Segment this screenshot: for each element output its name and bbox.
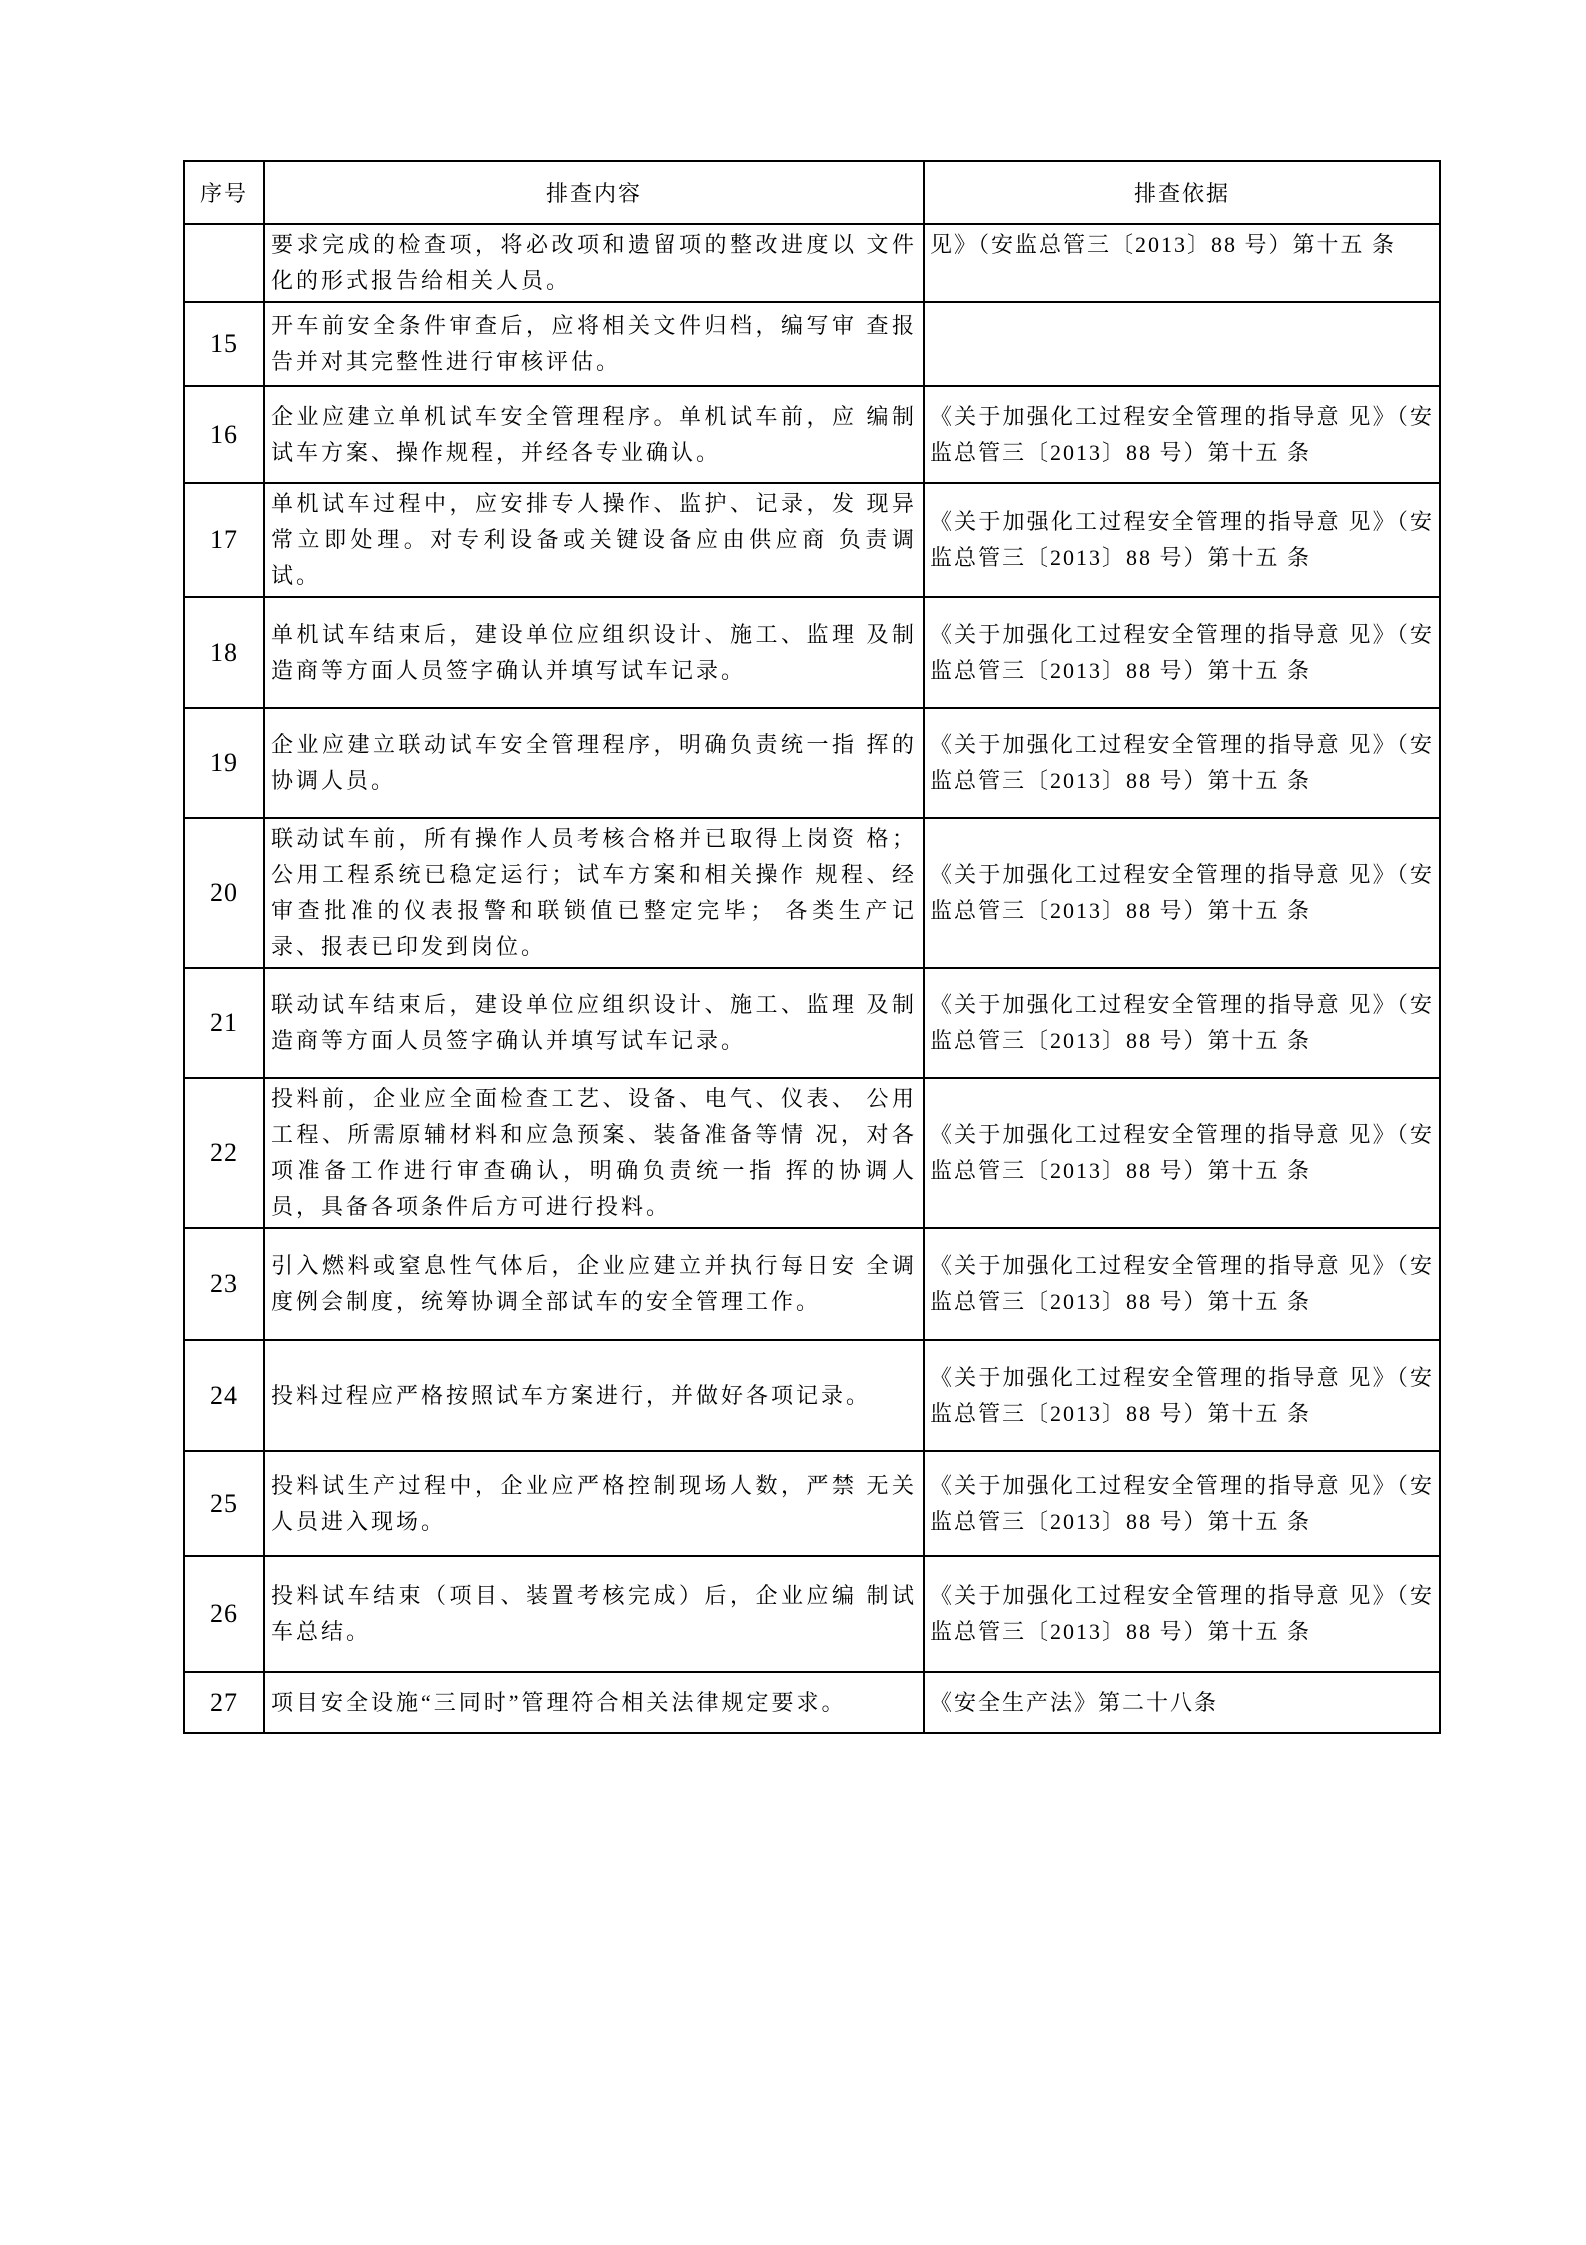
content-cell: 开车前安全条件审查后，应将相关文件归档，编写审 查报告并对其完整性进行审核评估。 <box>264 302 924 386</box>
content-cell: 投料过程应严格按照试车方案进行，并做好各项记录。 <box>264 1340 924 1451</box>
basis-cell <box>924 302 1440 386</box>
row-number-cell: 15 <box>184 302 264 386</box>
basis-cell: 《关于加强化工过程安全管理的指导意 见》（安监总管三〔2013〕88 号）第十五 条 <box>924 597 1440 708</box>
row-number-cell: 21 <box>184 968 264 1078</box>
inspection-table <box>183 160 1441 1734</box>
column-header-content: 排查内容 <box>264 161 924 224</box>
table-row <box>184 1672 1440 1733</box>
table-row <box>184 1078 1440 1228</box>
content-cell: 企业应建立联动试车安全管理程序，明确负责统一指 挥的协调人员。 <box>264 708 924 818</box>
column-header-number: 序号 <box>184 161 264 224</box>
table-row <box>184 1451 1440 1556</box>
content-cell: 单机试车结束后，建设单位应组织设计、施工、监理 及制造商等方面人员签字确认并填写试车记录。 <box>264 597 924 708</box>
row-number-cell: 19 <box>184 708 264 818</box>
table-row <box>184 968 1440 1078</box>
row-number-cell: 24 <box>184 1340 264 1451</box>
row-number-cell: 26 <box>184 1556 264 1672</box>
table-body <box>184 224 1440 1733</box>
row-number-cell <box>184 224 264 302</box>
row-number-cell: 16 <box>184 386 264 483</box>
table-row <box>184 1556 1440 1672</box>
content-cell: 投料试车结束（项目、装置考核完成）后，企业应编 制试车总结。 <box>264 1556 924 1672</box>
row-number-cell: 27 <box>184 1672 264 1733</box>
content-cell: 投料前，企业应全面检查工艺、设备、电气、仪表、 公用工程、所需原辅材料和应急预案、装备准备等情 况，对各项准备工作进行审查确认，明确负责统一指 挥的协调人员，具备各项条件后方可进行投料。 <box>264 1078 924 1228</box>
basis-cell: 《关于加强化工过程安全管理的指导意 见》（安监总管三〔2013〕88 号）第十五 条 <box>924 386 1440 483</box>
table-row <box>184 386 1440 483</box>
basis-cell: 《关于加强化工过程安全管理的指导意 见》（安监总管三〔2013〕88 号）第十五 条 <box>924 708 1440 818</box>
table-row <box>184 483 1440 597</box>
column-header-basis: 排查依据 <box>924 161 1440 224</box>
basis-cell: 《关于加强化工过程安全管理的指导意 见》（安监总管三〔2013〕88 号）第十五 条 <box>924 968 1440 1078</box>
row-number-cell: 22 <box>184 1078 264 1228</box>
content-cell: 引入燃料或窒息性气体后，企业应建立并执行每日安 全调度例会制度，统筹协调全部试车的安全管理工作。 <box>264 1228 924 1340</box>
row-number-cell: 18 <box>184 597 264 708</box>
basis-cell: 《安全生产法》第二十八条 <box>924 1672 1440 1733</box>
content-cell: 联动试车结束后，建设单位应组织设计、施工、监理 及制造商等方面人员签字确认并填写试车记录。 <box>264 968 924 1078</box>
content-cell: 投料试生产过程中，企业应严格控制现场人数，严禁 无关人员进入现场。 <box>264 1451 924 1556</box>
table-row <box>184 224 1440 302</box>
basis-cell: 《关于加强化工过程安全管理的指导意 见》（安监总管三〔2013〕88 号）第十五 条 <box>924 1556 1440 1672</box>
row-number-cell: 20 <box>184 818 264 968</box>
table-row <box>184 708 1440 818</box>
basis-cell: 见》（安监总管三〔2013〕88 号）第十五 条 <box>924 224 1440 302</box>
table-row <box>184 597 1440 708</box>
basis-cell: 《关于加强化工过程安全管理的指导意 见》（安监总管三〔2013〕88 号）第十五 条 <box>924 1078 1440 1228</box>
basis-cell: 《关于加强化工过程安全管理的指导意 见》（安监总管三〔2013〕88 号）第十五 条 <box>924 818 1440 968</box>
content-cell: 联动试车前，所有操作人员考核合格并已取得上岗资 格；公用工程系统已稳定运行；试车方案和相关操作 规程、经审查批准的仪表报警和联锁值已整定完毕； 各类生产记录、报表已印发到岗位。 <box>264 818 924 968</box>
row-number-cell: 25 <box>184 1451 264 1556</box>
basis-cell: 《关于加强化工过程安全管理的指导意 见》（安监总管三〔2013〕88 号）第十五 条 <box>924 483 1440 597</box>
basis-cell: 《关于加强化工过程安全管理的指导意 见》（安监总管三〔2013〕88 号）第十五 条 <box>924 1340 1440 1451</box>
content-cell: 要求完成的检查项，将必改项和遗留项的整改进度以 文件化的形式报告给相关人员。 <box>264 224 924 302</box>
table-row <box>184 1228 1440 1340</box>
row-number-cell: 17 <box>184 483 264 597</box>
header-row <box>184 161 1440 224</box>
content-cell: 企业应建立单机试车安全管理程序。单机试车前，应 编制试车方案、操作规程，并经各专业确认。 <box>264 386 924 483</box>
content-cell: 项目安全设施“三同时”管理符合相关法律规定要求。 <box>264 1672 924 1733</box>
table-row <box>184 1340 1440 1451</box>
table-row <box>184 302 1440 386</box>
table-row <box>184 818 1440 968</box>
table-header <box>184 161 1440 224</box>
row-number-cell: 23 <box>184 1228 264 1340</box>
basis-cell: 《关于加强化工过程安全管理的指导意 见》（安监总管三〔2013〕88 号）第十五 条 <box>924 1451 1440 1556</box>
basis-cell: 《关于加强化工过程安全管理的指导意 见》（安监总管三〔2013〕88 号）第十五 条 <box>924 1228 1440 1340</box>
content-cell: 单机试车过程中，应安排专人操作、监护、记录，发 现异常立即处理。对专利设备或关键设备应由供应商 负责调试。 <box>264 483 924 597</box>
